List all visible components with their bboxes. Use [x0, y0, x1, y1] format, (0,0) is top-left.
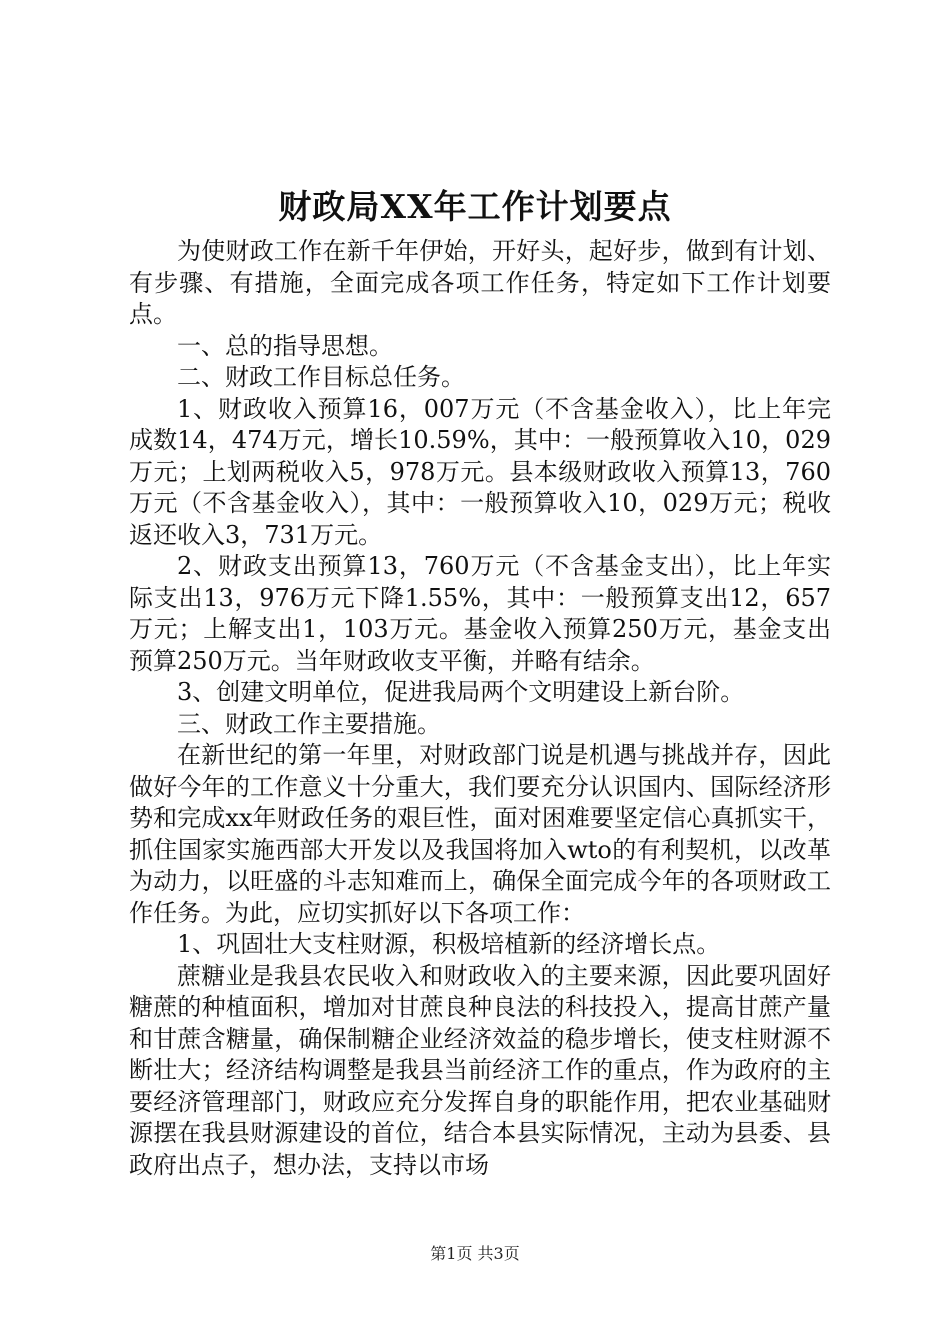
paragraph-civilized-unit: 3、创建文明单位，促进我局两个文明建设上新台阶。	[177, 678, 745, 706]
document-body	[129, 236, 831, 1181]
paragraph-expenditure-budget: 2、财政支出预算13，760万元（不含基金支出），比上年实际支出13，976万元下降1.55%，其中：一般预算支出12，657万元；上解支出1，103万元。基金收入预算250万元，基金支出预算250万元。当年财政收支平衡，并略有结余。	[129, 552, 831, 675]
paragraph-section-1-heading: 一、总的指导思想。	[177, 331, 393, 360]
paragraph-sugar-industry: 蔗糖业是我县农民收入和财政收入的主要来源，因此要巩固好糖蔗的种植面积，增加对甘蔗良种良法的科技投入，提高甘蔗产量和甘蔗含糖量，确保制糖企业经济效益的稳步增长，使支柱财源不断壮大；经济结构调整是我县当前经济工作的重点，作为政府的主要经济管理部门，财政应充分发挥自身的职能作用，把农业基础财源摆在我县财源建设的首位，结合本县实际情况，主动为县委、县政府出点子，想办法，支持以市场	[129, 961, 831, 1179]
paragraph-measure-1-heading: 1、巩固壮大支柱财源，积极培植新的经济增长点。	[177, 930, 721, 958]
paragraph-new-century: 在新世纪的第一年里，对财政部门说是机遇与挑战并存，因此做好今年的工作意义十分重大，我们要充分认识国内、国际经济形势和完成xx年财政任务的艰巨性，面对困难要坚定信心真抓实干，抓住国家实施西部大开发以及我国将加入wto的有利契机，以改革为动力，以旺盛的斗志知难而上，确保全面完成今年的各项财政工作任务。为此，应切实抓好以下各项工作：	[129, 741, 831, 927]
paragraph-section-3-heading: 三、财政工作主要措施。	[177, 709, 441, 738]
paragraph-section-2-heading: 二、财政工作目标总任务。	[177, 363, 465, 391]
page-number-footer: 第1页 共3页	[430, 1244, 520, 1263]
paragraph-intro: 为使财政工作在新千年伊始，开好头，起好步，做到有计划、有步骤、有措施，全面完成各项工作任务，特定如下工作计划要点。	[129, 237, 831, 328]
paragraph-revenue-budget: 1、财政收入预算16，007万元（不含基金收入），比上年完成数14，474万元，增长10.59%，其中：一般预算收入10，029万元；上划两税收入5，978万元。县本级财政收入预算13，760万元（不含基金收入），其中：一般预算收入10，029万元；税收返还收入3，731万元。	[129, 394, 831, 549]
document-title: 财政局XX年工作计划要点	[278, 187, 672, 226]
